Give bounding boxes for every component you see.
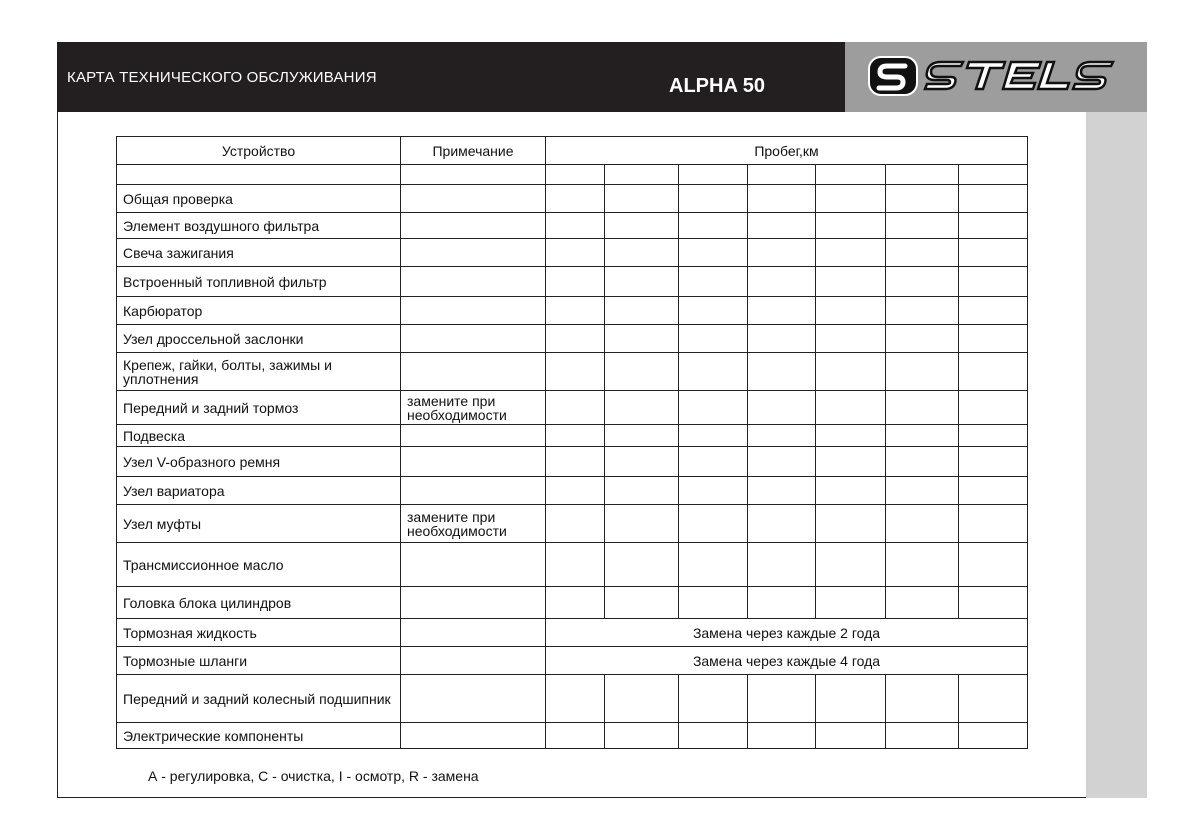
maintenance-table — [116, 136, 1028, 749]
table-row — [117, 391, 1028, 425]
col-mileage-header: Пробег,км — [546, 137, 1028, 165]
logo-box — [845, 42, 1147, 112]
row-device: Тормозные шланги — [117, 647, 401, 675]
col-device-header: Устройство — [117, 137, 401, 165]
table-row — [117, 213, 1028, 239]
stels-logo-icon — [865, 52, 1137, 102]
table-row — [117, 353, 1028, 391]
row-device: Узел вариатора — [117, 477, 401, 505]
table-row — [117, 325, 1028, 353]
row-note — [401, 353, 546, 391]
table-row — [117, 185, 1028, 213]
row-device: Узел дроссельной заслонки — [117, 325, 401, 353]
row-note — [401, 477, 546, 505]
row-span-note: Замена через каждые 2 года — [546, 619, 1028, 647]
table-row — [117, 239, 1028, 267]
row-device: Крепеж, гайки, болты, зажимы и уплотнения — [117, 353, 401, 391]
row-note — [401, 587, 546, 619]
row-note: замените при необходимости — [401, 505, 546, 543]
model-name: ALPHA 50 — [669, 75, 765, 97]
table-row — [117, 297, 1028, 325]
row-device: Элемент воздушного фильтра — [117, 213, 401, 239]
table-row — [117, 447, 1028, 477]
table-row — [117, 505, 1028, 543]
row-device: Тормозная жидкость — [117, 619, 401, 647]
page-title: КАРТА ТЕХНИЧЕСКОГО ОБСЛУЖИВАНИЯ — [67, 69, 377, 86]
table-row — [117, 425, 1028, 447]
row-note — [401, 325, 546, 353]
row-device: Свеча зажигания — [117, 239, 401, 267]
row-device: Встроенный топливной фильтр — [117, 267, 401, 297]
row-span-note: Замена через каждые 4 года — [546, 647, 1028, 675]
row-note — [401, 213, 546, 239]
row-device: Узел V-образного ремня — [117, 447, 401, 477]
row-device: Передний и задний колесный подшипник — [117, 675, 401, 723]
row-note — [401, 675, 546, 723]
table-row — [117, 477, 1028, 505]
table-row — [117, 587, 1028, 619]
row-note — [401, 647, 546, 675]
row-note — [401, 425, 546, 447]
table-row-empty — [117, 165, 1028, 185]
table-row — [117, 647, 1028, 675]
table-row — [117, 619, 1028, 647]
row-note: замените при необходимости — [401, 391, 546, 425]
table-row — [117, 267, 1028, 297]
row-note — [401, 447, 546, 477]
row-device: Подвеска — [117, 425, 401, 447]
table-row — [117, 675, 1028, 723]
row-device: Электрические компоненты — [117, 723, 401, 749]
row-note — [401, 267, 546, 297]
row-device: Передний и задний тормоз — [117, 391, 401, 425]
row-note — [401, 723, 546, 749]
row-note — [401, 619, 546, 647]
row-note — [401, 185, 546, 213]
row-device: Головка блока цилиндров — [117, 587, 401, 619]
row-device: Узел муфты — [117, 505, 401, 543]
row-device: Карбюратор — [117, 297, 401, 325]
row-device: Общая проверка — [117, 185, 401, 213]
row-note — [401, 543, 546, 587]
col-note-header: Примечание — [401, 137, 546, 165]
row-note — [401, 239, 546, 267]
table-header-row — [117, 137, 1028, 165]
table-row — [117, 543, 1028, 587]
side-band — [1086, 112, 1147, 798]
row-device: Трансмиссионное масло — [117, 543, 401, 587]
row-note — [401, 297, 546, 325]
legend-text: А - регулировка, С - очистка, I - осмотр, R - замена — [148, 768, 479, 784]
table-row — [117, 723, 1028, 749]
header-bar — [57, 42, 1147, 112]
